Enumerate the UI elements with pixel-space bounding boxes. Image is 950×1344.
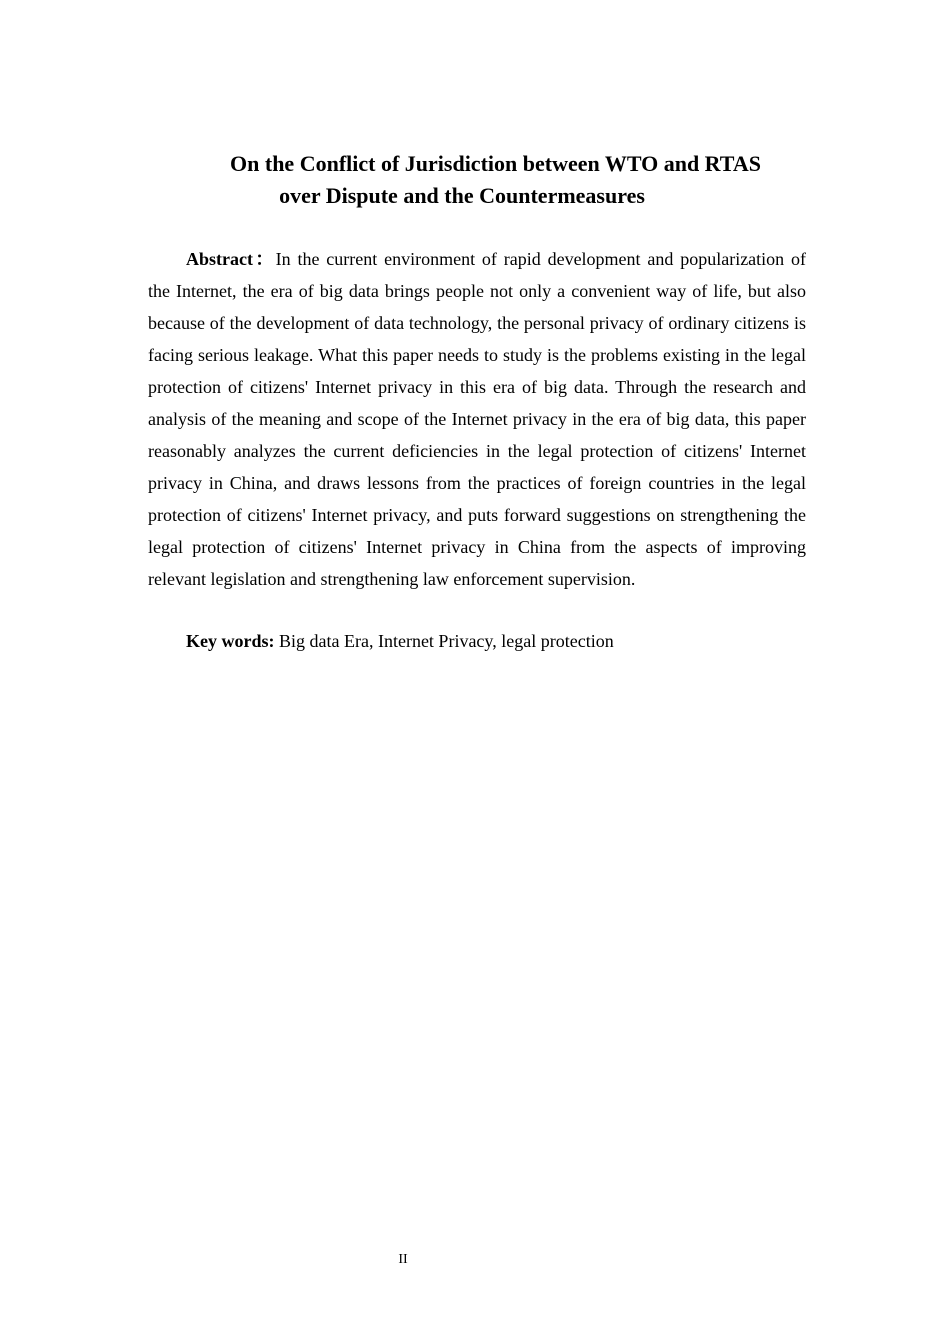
paper-title [148,148,806,212]
keywords-text: Big data Era, Internet Privacy, legal protection [274,631,614,651]
abstract-paragraph [148,243,806,595]
keywords-label: Key words: [186,631,275,651]
title-line-2: over Dispute and the Countermeasures [279,183,645,208]
page-number: II [398,1252,408,1267]
title-line-1: On the Conflict of Jurisdiction between WTO and RTAS [230,151,761,176]
keywords-paragraph [148,625,806,657]
abstract-label: Abstract： [186,249,276,269]
abstract-text: In the current environment of rapid development and popularization of the Internet, the era of big data brings people not only a convenient way of life, but also because of the development of data technology, the personal privacy of ordinary citizens is facing serious leakage. What this paper needs to study is the problems existing in the legal protection of citizens' Internet privacy in this era of big data. Through the research and analysis of the meaning and scope of the Internet privacy in the era of big data, this paper reasonably analyzes the current deficiencies in the legal protection of citizens' Internet privacy in China, and draws lessons from the practices of foreign countries in the legal protection of citizens' Internet privacy, and puts forward suggestions on strengthening the legal protection of citizens' Internet privacy in China from the aspects of improving relevant legislation and strengthening law enforcement supervision. [148,249,806,589]
